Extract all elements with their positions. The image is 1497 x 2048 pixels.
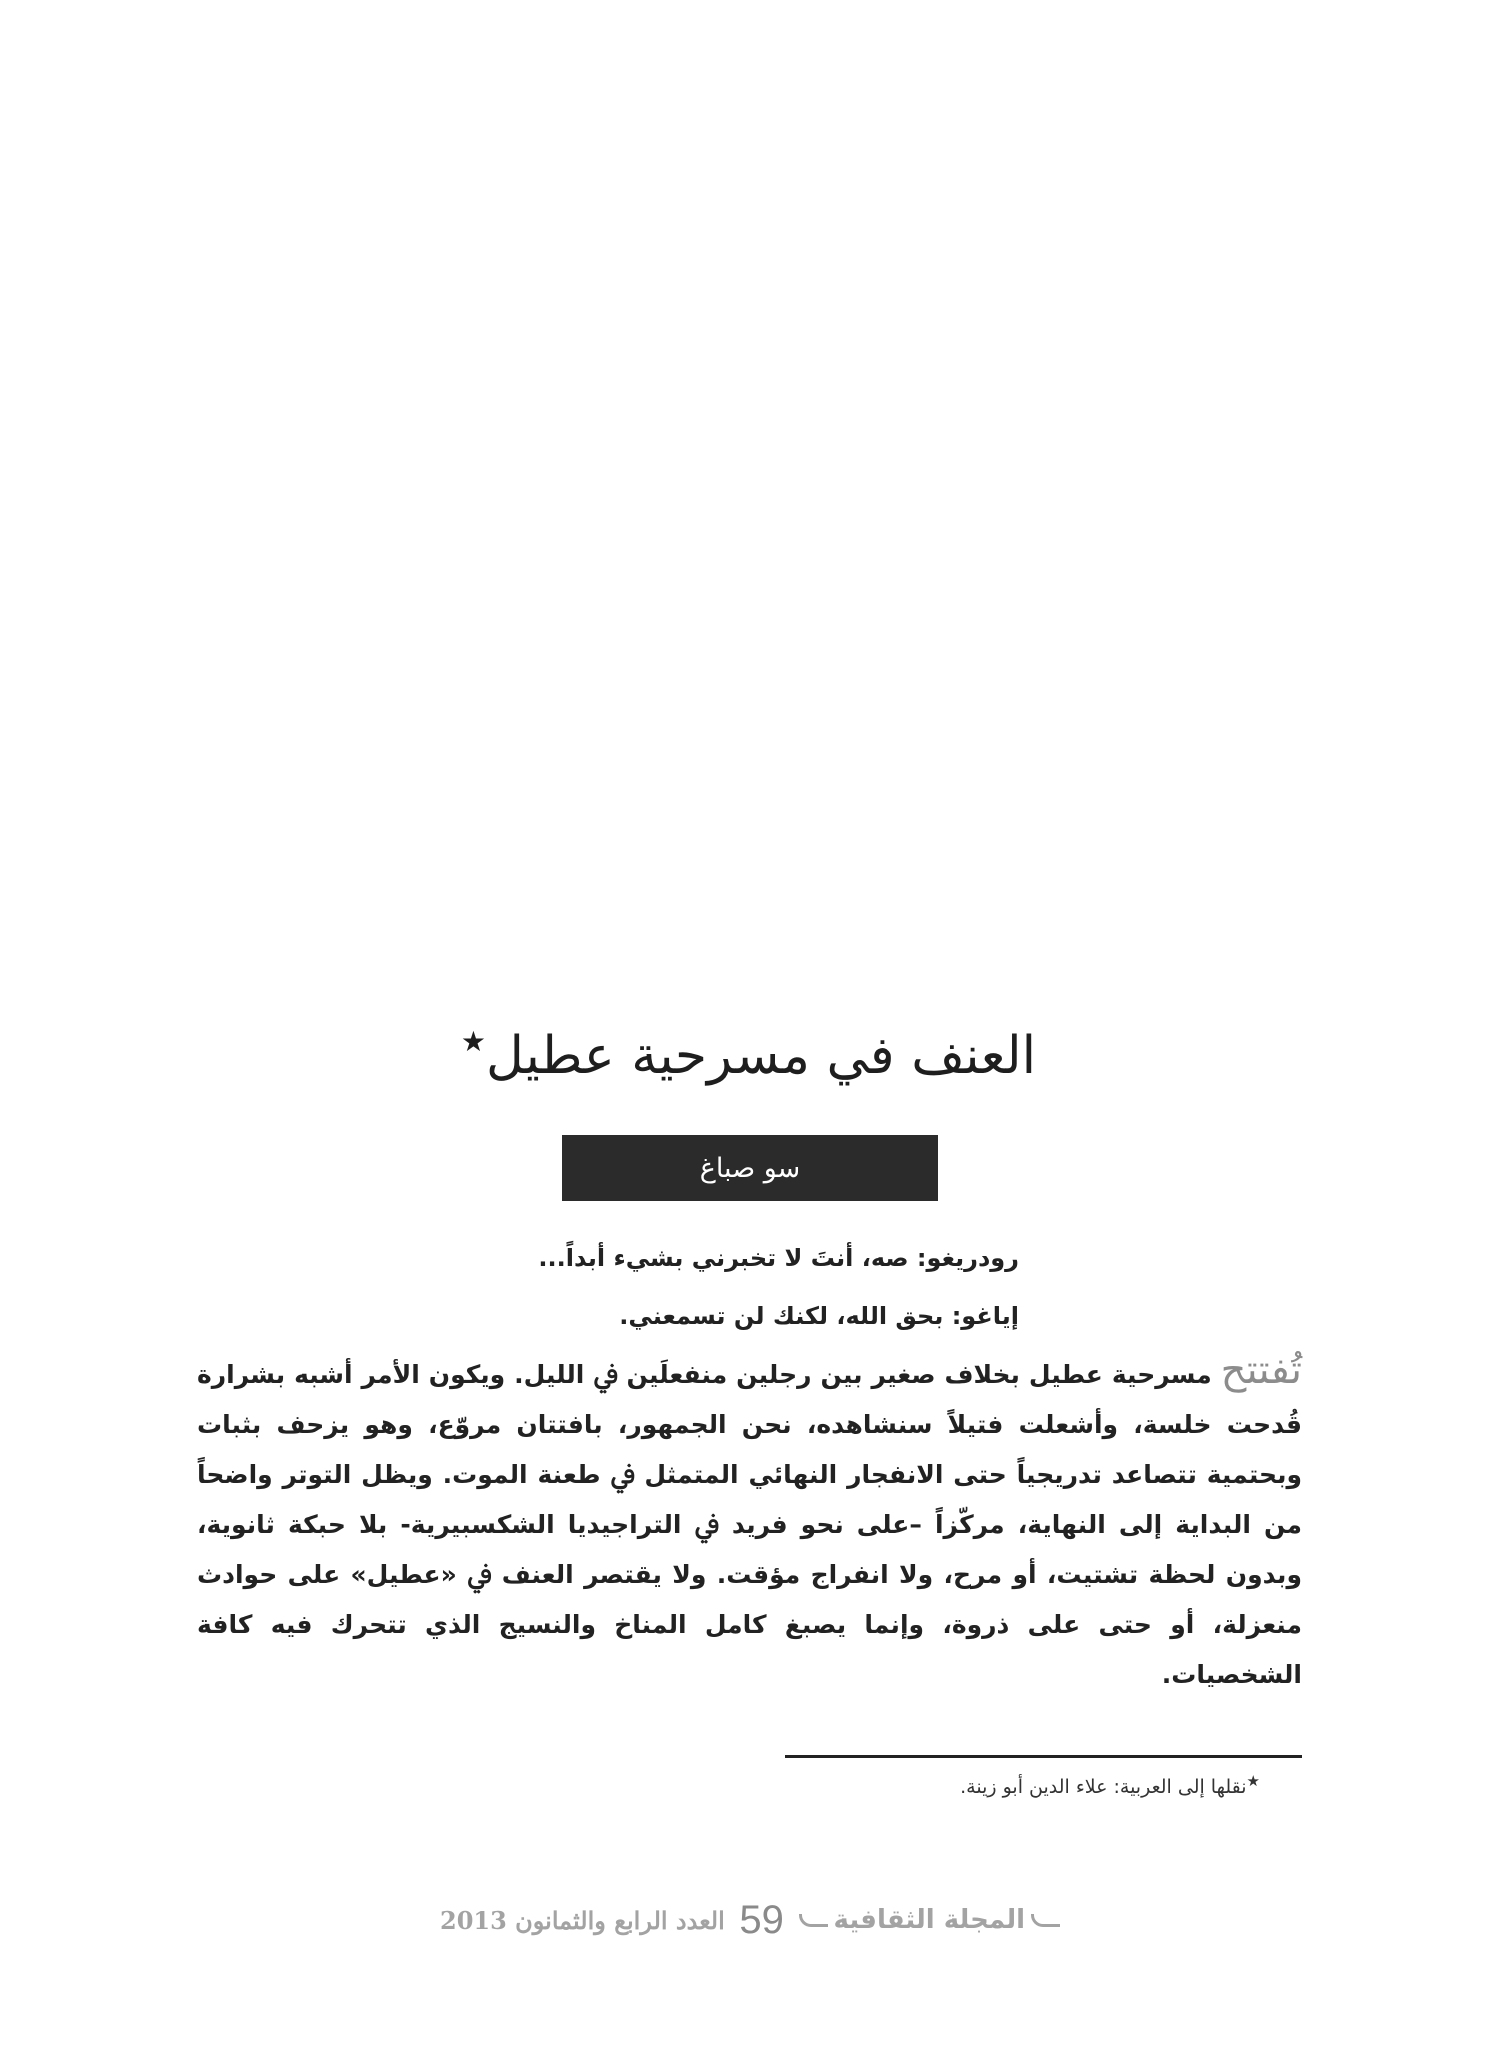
author-banner [562, 1135, 938, 1201]
magazine-logo-swash-icon [1031, 1914, 1060, 1927]
article-body [197, 1345, 1302, 1700]
magazine-name-text: المجلة الثقافية [833, 1905, 1025, 1935]
magazine-logo-swash-icon [799, 1914, 828, 1927]
page-number: 59 [739, 1897, 784, 1942]
magazine-name [799, 1905, 1060, 1935]
footnote-text: نقلها إلى العربية: علاء الدين أبو زينة. [960, 1776, 1247, 1798]
issue-label: العدد الرابع والثمانون 2013 [440, 1905, 725, 1935]
title-text: العنف في مسرحية عطيل [486, 1026, 1037, 1086]
body-text: مسرحية عطيل بخلاف صغير بين رجلين منفعلَين ﰲ الليل. ويكون الأمر أشبه بشرارة قُدحت خلسة، وأشعلت فتيلاً سنشاهده، نحن الجمهور، بافتتان مروّع، وهو يزحف بثبات وبحتمية تتصاعد تدريجياً حتى الانفجار النهائي المتمثل ﰲ طعنة الموت. ويظل التوتر واضحاً من البداية إلى النهاية، مركّزاً –على نحو فريد ﰲ التراجيديا الشكسبيرية- بلا حبكة ثانوية، وبدون لحظة تشتيت، أو مرح، ولا انفراج مؤقت. ولا يقتصر العنف ﰲ «عطيل» على حوادث منعزلة، أو حتى على ذروة، وإنما يصبغ كامل المناخ والنسيج الذي تتحرك فيه كافة الشخصيات. [197, 1360, 1302, 1689]
body-first-word: تُفتتح [1220, 1347, 1302, 1393]
article-title [0, 1025, 1497, 1086]
footnote-divider [785, 1755, 1302, 1758]
footnote [785, 1772, 1260, 1798]
dialog-line-roderigo: رودريغو: صه، أنتَ لا تخبرني بشيء أبداً... [538, 1244, 1019, 1272]
page-footer [440, 1895, 1060, 1945]
dialog-line-iago: إياغو: بحق الله، لكنك لن تسمعني. [619, 1302, 1019, 1330]
author-name: سو صباغ [699, 1152, 801, 1184]
footnote-mark: ★ [1246, 1772, 1260, 1790]
title-footnote-mark: ★ [460, 1025, 486, 1058]
